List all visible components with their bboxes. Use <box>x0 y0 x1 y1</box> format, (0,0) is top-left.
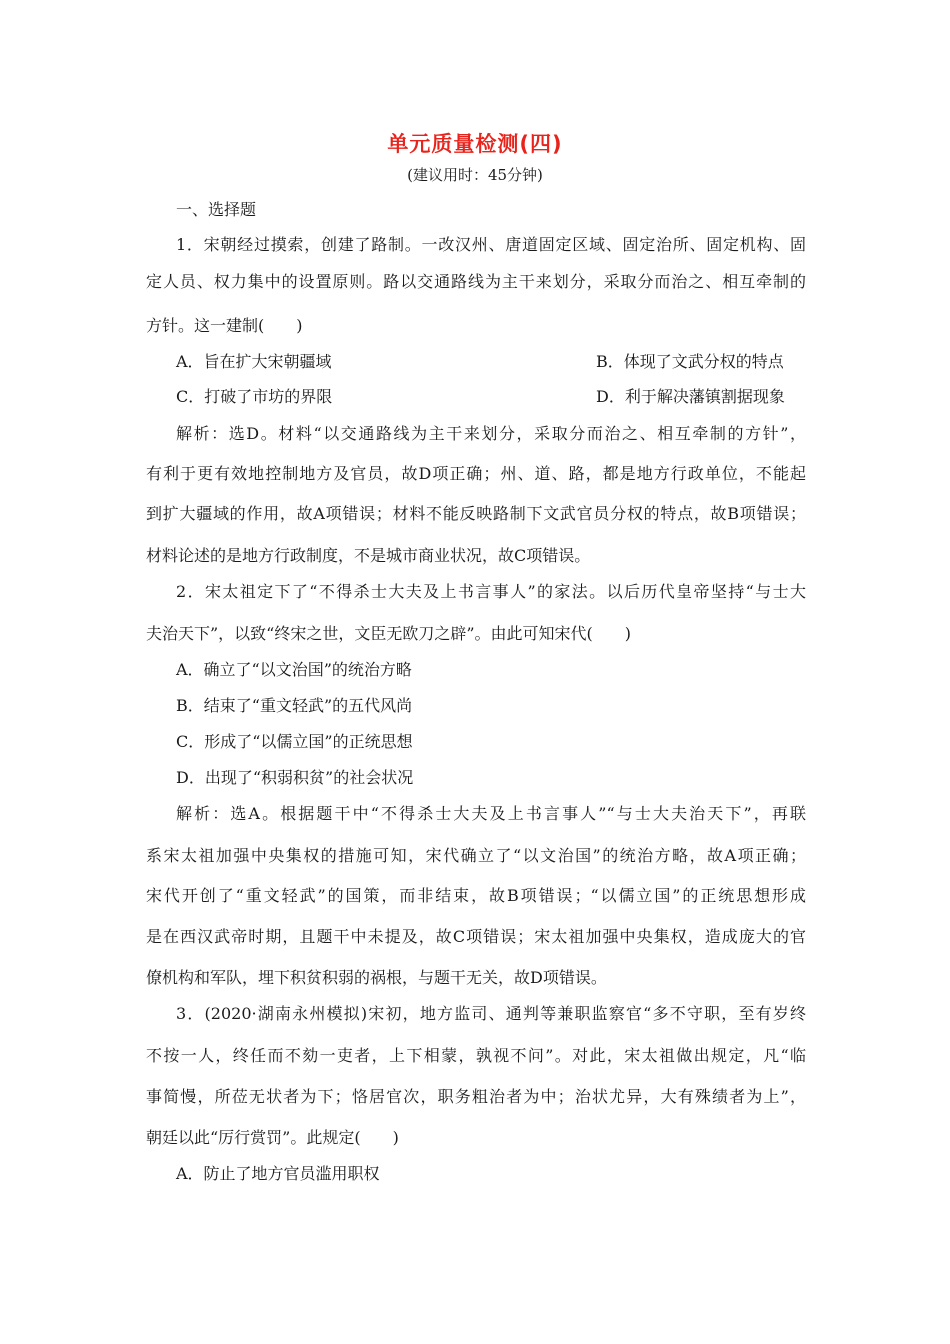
q3-stem-line-1: 3．(2020·湖南永州模拟)宋初，地方监司、通判等兼职监察官“多不守职，至有岁终 <box>176 1004 806 1023</box>
q2-option-c: C．形成了“以儒立国”的正统思想 <box>176 732 413 751</box>
q3-option-a: A．防止了地方官员滥用职权 <box>176 1164 380 1183</box>
q1-analysis-line-2: 有利于更有效地控制地方及官员，故D项正确；州、道、路，都是地方行政单位，不能起 <box>146 464 806 483</box>
q3-stem-line-3: 事简慢，所莅无状者为下；恪居官次，职务粗治者为中；治状尤异，大有殊绩者为上”， <box>146 1087 806 1106</box>
q1-option-d: D．利于解决藩镇割据现象 <box>596 387 785 406</box>
section-heading: 一、选择题 <box>176 200 257 219</box>
q1-option-c: C．打破了市坊的界限 <box>176 387 333 406</box>
q1-option-b: B．体现了文武分权的特点 <box>596 352 784 371</box>
q2-option-b: B．结束了“重文轻武”的五代风尚 <box>176 696 413 715</box>
q2-stem-line-1: 2．宋太祖定下了“不得杀士大夫及上书言事人”的家法。以后历代皇帝坚持“与士大 <box>176 582 806 601</box>
q2-stem-line-2: 夫治天下”，以致“终宋之世，文臣无欧刀之辟”。由此可知宋代( ) <box>146 624 632 643</box>
q2-analysis-line-5: 僚机构和军队，埋下积贫积弱的祸根，与题干无关，故D项错误。 <box>146 968 607 987</box>
document-subtitle: (建议用时：45分钟) <box>407 166 543 184</box>
q3-stem-line-2: 不按一人，终任而不劾一吏者，上下相蒙，孰视不问”。对此，宋太祖做出规定，凡“临 <box>146 1046 806 1065</box>
q1-stem-line-2: 定人员、权力集中的设置原则。路以交通路线为主干来划分，采取分而治之、相互牵制的 <box>146 272 806 291</box>
q2-analysis-line-4: 是在西汉武帝时期，且题干中未提及，故C项错误；宋太祖加强中央集权，造成庞大的官 <box>146 927 806 946</box>
q1-option-a: A．旨在扩大宋朝疆域 <box>176 352 332 371</box>
q1-analysis-line-4: 材料论述的是地方行政制度，不是城市商业状况，故C项错误。 <box>146 546 591 565</box>
q1-analysis-line-1: 解析：选D。材料“以交通路线为主干来划分，采取分而治之、相互牵制的方针”， <box>176 424 806 443</box>
document-title: 单元质量检测(四) <box>387 132 563 156</box>
q2-option-a: A．确立了“以文治国”的统治方略 <box>176 660 412 679</box>
q1-stem-line-1: 1．宋朝经过摸索，创建了路制。一改汉州、唐道固定区域、固定治所、固定机构、固 <box>176 235 806 254</box>
q2-analysis-line-2: 系宋太祖加强中央集权的措施可知，宋代确立了“以文治国”的统治方略，故A项正确； <box>146 846 806 865</box>
q1-analysis-line-3: 到扩大疆域的作用，故A项错误；材料不能反映路制下文武官员分权的特点，故B项错误； <box>146 504 806 523</box>
q2-analysis-line-1: 解析：选A。根据题干中“不得杀士大夫及上书言事人”“与士大夫治天下”，再联 <box>176 804 806 823</box>
q2-analysis-line-3: 宋代开创了“重文轻武”的国策，而非结束，故B项错误；“以儒立国”的正统思想形成 <box>146 886 806 905</box>
q2-option-d: D．出现了“积弱积贫”的社会状况 <box>176 768 414 787</box>
q3-stem-line-4: 朝廷以此“厉行赏罚”。此规定( ) <box>146 1128 399 1147</box>
q1-stem-line-3: 方针。这一建制( ) <box>146 316 303 335</box>
